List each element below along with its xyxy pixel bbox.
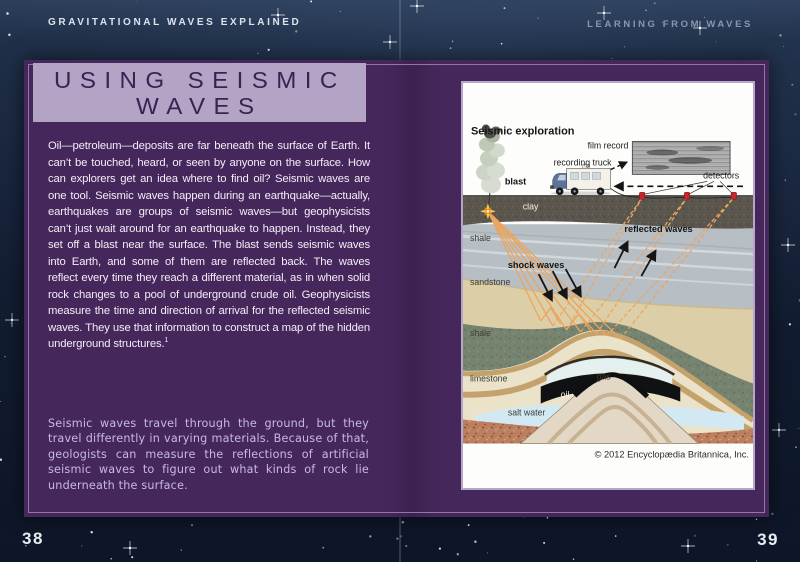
diagram-label-gas: gas (596, 371, 611, 382)
chapter-title-line1: USING SEISMIC (53, 66, 346, 93)
seismic-diagram (463, 83, 753, 488)
footnote-marker: 1 (164, 337, 169, 345)
running-head-left: GRAVITATIONAL WAVES EXPLAINED (48, 17, 302, 28)
diagram-title: Seismic exploration (470, 125, 575, 138)
diagram-label-shale-lower: shale (469, 327, 491, 338)
diagram-label-film-record: film record (587, 140, 629, 151)
detector-2 (684, 192, 689, 199)
diagram-label-recording-truck: recording truck (553, 157, 612, 168)
body-paragraph-text: Oil—petroleum—deposits are far beneath the surface of Earth. It can’t be touched, heard, or seen by anyone on the surface. How can explorers get an idea where to find oil? Seismic waves are one tool. Seismic waves happen during an earthquake—actually, earthquakes are groups of seismic waves—but geophysicists can’t just wait around for an earthquake to happen. Instead, they set off a blast near the surface. The blast sends seismic waves into Earth, and some of them are reflected back. The waves reflect every time they reach a different material, as in when solid rock changes to a pool of underground crude oil. Geophysicists measure the time and direction of arrival for the reflected seismic waves. They use that information to construct a map of the hidden underground structures. (48, 140, 370, 350)
chapter-title-box (33, 63, 366, 122)
diagram-label-salt-water: salt water (507, 407, 546, 418)
spine-shadow (386, 60, 438, 517)
diagram-label-sandstone: sandstone (469, 277, 511, 288)
diagram-label-shock-waves: shock waves (507, 260, 565, 271)
recording-truck-icon (550, 164, 610, 195)
body-paragraph (48, 138, 370, 353)
chapter-title-line2: WAVES (136, 92, 263, 119)
diagram-panel (461, 81, 755, 490)
page-number-left: 38 (22, 529, 44, 548)
diagram-label-detectors: detectors (703, 170, 740, 181)
running-head-right: LEARNING FROM WAVES (587, 19, 753, 30)
caption-paragraph: Seismic waves travel through the ground, but they travel differently in varying materials. Because of that, geologists can measure the reflections of artificial seismic waves to figure out what kinds of rock lie underneath the surface. (48, 417, 369, 492)
page-number-right: 39 (757, 530, 779, 549)
diagram-credit: © 2012 Encyclopædia Britannica, Inc. (594, 449, 750, 460)
diagram-label-blast: blast (504, 176, 527, 187)
diagram-label-reflected-waves: reflected waves (624, 224, 693, 235)
diagram-label-oil: oil (560, 389, 570, 400)
book-spread (24, 60, 769, 517)
diagram-label-clay: clay (522, 201, 539, 212)
diagram-label-shale-upper: shale (469, 233, 491, 244)
diagram-label-limestone: limestone (469, 373, 508, 384)
detector-1 (639, 192, 644, 199)
